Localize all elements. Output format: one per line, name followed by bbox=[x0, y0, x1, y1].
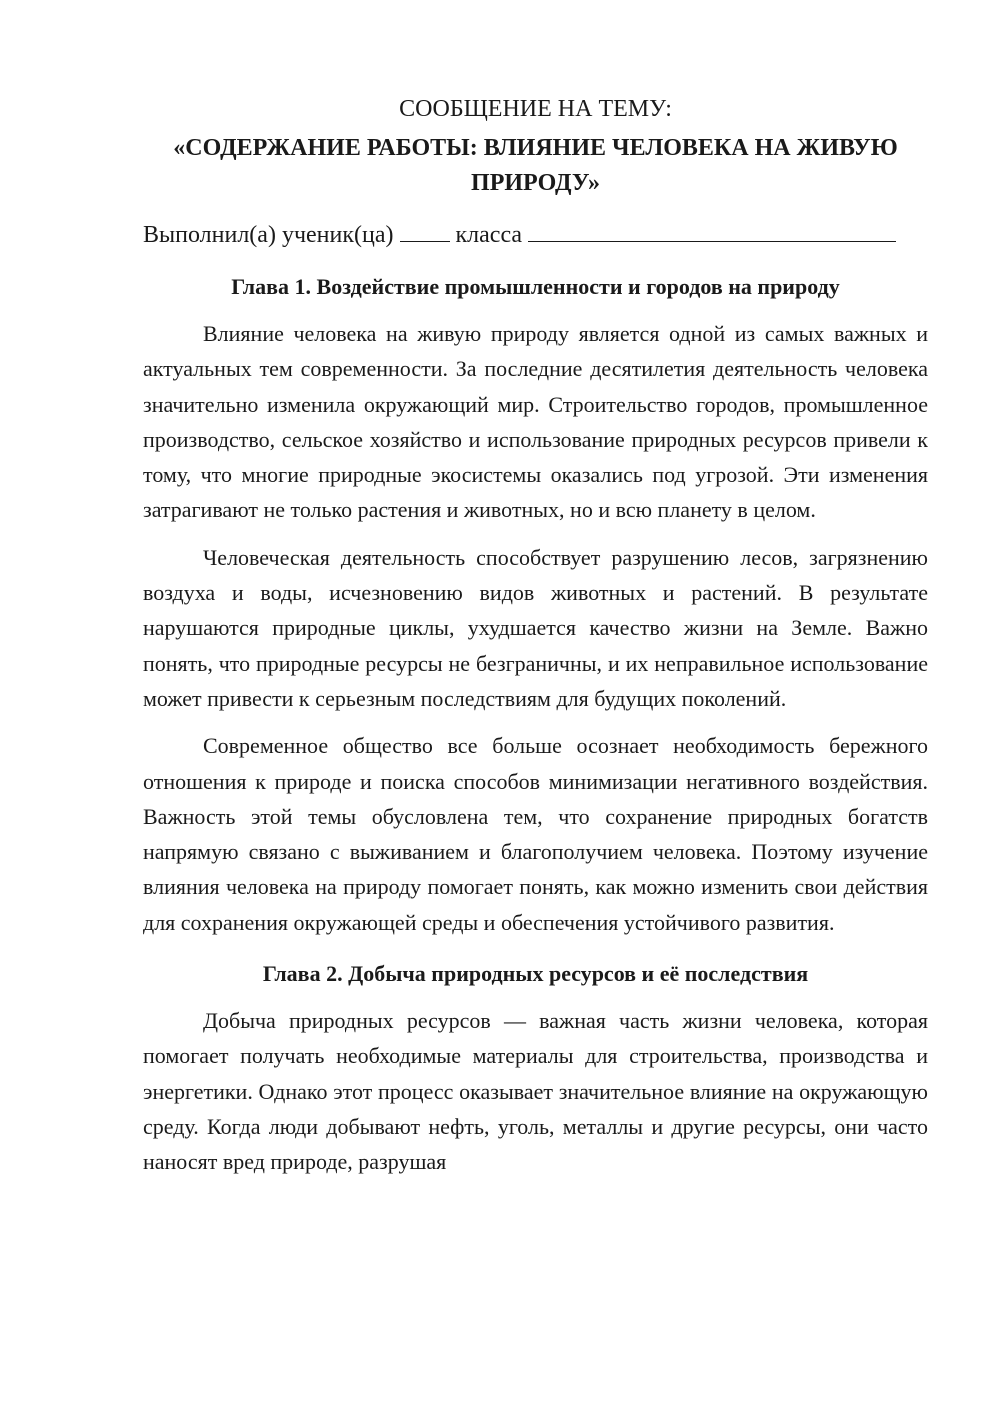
chapter-1-paragraph-1: Влияние человека на живую природу является одной из самых важных и актуальных тем современности. За последние десятилетия деятельность человека значительно изменила окружающий мир. Строительство городов, промышленное производство, сельское хозяйство и использование природных ресурсов привели к тому, что многие природные экосистемы оказались под угрозой. Эти изменения затрагивают не только растения и животных, но и всю планету в целом. bbox=[143, 321, 928, 523]
document-page bbox=[143, 92, 928, 1180]
document-title: «СОДЕРЖАНИЕ РАБОТЫ: ВЛИЯНИЕ ЧЕЛОВЕКА НА ЖИВУЮ ПРИРОДУ» bbox=[173, 135, 898, 196]
chapter-1-paragraph-3: Современное общество все больше осознает необходимость бережного отношения к природе и поиска способов минимизации негативного воздействия. Важность этой темы обусловлена тем, что сохранение природных богатств напрямую связано с выживанием и благополучием человека. Поэтому изучение влияния человека на природу помогает понять, как можно изменить свои действия для сохранения окружающей среды и обеспечения устойчивого развития. bbox=[143, 733, 928, 935]
chapter-1-paragraph-2: Человеческая деятельность способствует разрушению лесов, загрязнению воздуха и воды, исчезновению видов животных и растений. В результате нарушаются природные циклы, ухудшается качество жизни на Земле. Важно понять, что природные ресурсы не безграничны, и их неправильное использование может привести к серьезным последствиям для будущих поколений. bbox=[143, 544, 928, 711]
class-number-blank bbox=[400, 217, 450, 242]
chapter-1-title: Глава 1. Воздействие промышленности и городов на природу bbox=[231, 274, 840, 299]
author-line bbox=[143, 217, 928, 253]
student-name-blank bbox=[528, 217, 896, 242]
chapter-2-title: Глава 2. Добыча природных ресурсов и её последствия bbox=[262, 961, 809, 987]
document-header: СООБЩЕНИЕ НА ТЕМУ: bbox=[399, 96, 672, 122]
chapter-2-paragraph-1: Добыча природных ресурсов — важная часть жизни человека, которая помогает получать необходимые материалы для строительства, производства и энергетики. Однако этот процесс оказывает значительное влияние на окружающую среду. Когда люди добывают нефть, уголь, металлы и другие ресурсы, они часто наносят вред природе, разрушая bbox=[143, 1008, 928, 1175]
author-prefix: Выполнил(а) ученик(ца) bbox=[143, 222, 394, 248]
author-class-label: класса bbox=[455, 222, 523, 248]
